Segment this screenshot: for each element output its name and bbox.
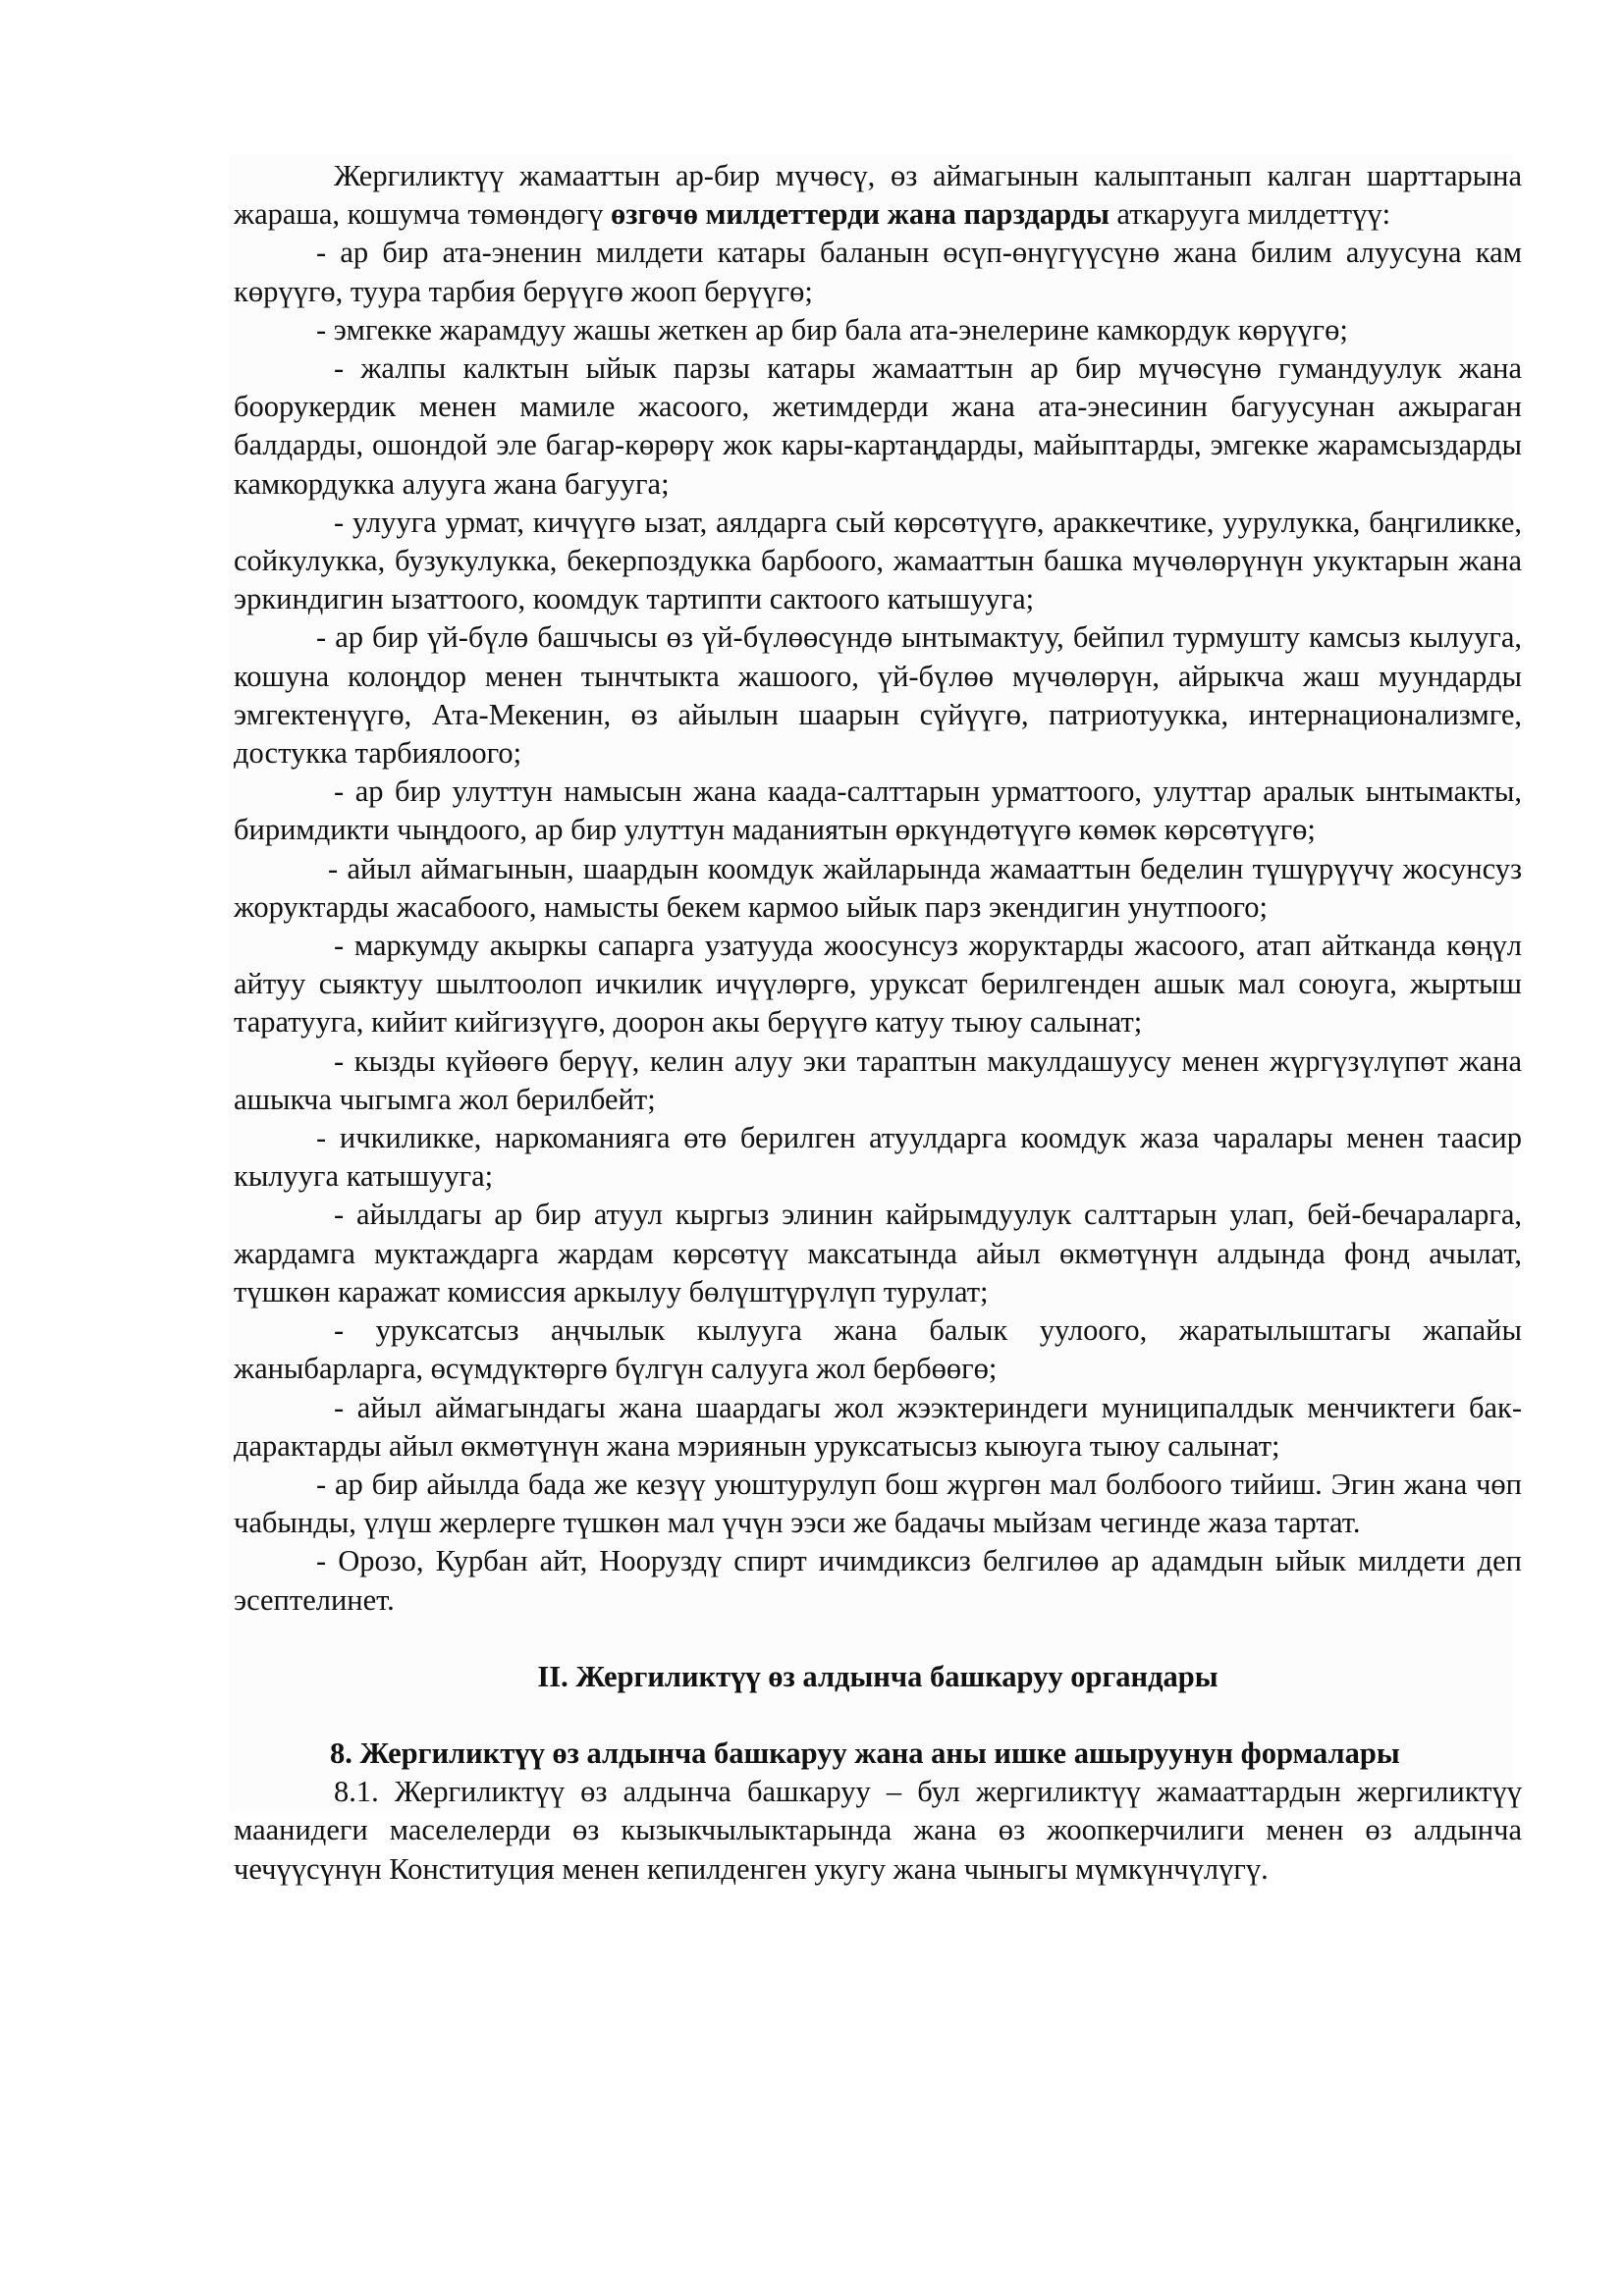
list-item: - айыл аймагынын, шаардын коомдук жайларында жамааттын беделин түшүрүүчү жосунсуз жоруктарды жасабоого, намысты бекем кармоо ыйык парз экендигин унутпоого; bbox=[234, 851, 1522, 924]
list-item: - Орозо, Курбан айт, Нооруздү спирт ичимдиксиз белгилөө ар адамдын ыйык милдети деп эсептелинет. bbox=[234, 1544, 1522, 1617]
intro-text-end: аткарууга милдеттүү: bbox=[1109, 197, 1391, 232]
list-item: - кызды күйөөгө берүү, келин алуу эки тараптын макулдашуусу менен жүргүзүлүпөт жана ашыкча чыгымга жол берилбейт; bbox=[234, 1043, 1522, 1116]
list-item: - айыл аймагындагы жана шаардагы жол жээктериндеги муниципалдык менчиктеги бак-дарактарды айыл өкмөтүнүн жана мэриянын уруксатысыз кыюуга тыюу салынат; bbox=[234, 1390, 1522, 1463]
intro-text: Жергиликтүү жамааттын ар-бир мүчөсү, өз аймагынын калыптанып калган шарттарына жараша, кошумча төмөндөгү bbox=[234, 159, 1522, 232]
list-item: - улууга урмат, кичүүгө ызат, аялдарга сый көрсөтүүгө, араккечтике, уурулукка, баңгиликке, сойкулукка, бузукулукка, бекерпоздукка барбоого, жамааттын башка мүчөлөрүнүн укуктарын жана эркиндигин ызаттоого, коомдук тартипти сактоого катышууга; bbox=[234, 505, 1522, 616]
list-item: - маркумду акыркы сапарга узатууда жоосунсуз жоруктарды жасоого, атап айтканда көңүл айтуу сыяктуу шылтоолоп ичкилик ичүүлөргө, уруксат берилгенден ашык мал союуга, жыртыш таратууга, кийит кийгизүүгө, доорон акы берүүгө катуу тыюу салынат; bbox=[234, 929, 1522, 1040]
list-item: - ичкиликке, наркоманияга өтө берилген атуулдарга коомдук жаза чаралары менен таасир кылууга катышууга; bbox=[234, 1121, 1522, 1194]
document-page bbox=[234, 157, 1522, 1889]
intro-bold-text: өзгөчө милдеттерди жана парздарды bbox=[610, 197, 1110, 232]
article-heading: 8. Жергиликтүү өз алдынча башкаруу жана аны ишке ашыруунун формалары bbox=[330, 1735, 1400, 1770]
list-item: - ар бир улуттун намысын жана каада-салттарын урматтоого, улуттар аралык ынтымакты, биримдикти чыңдоого, ар бир улуттун маданиятын өркүндөтүүгө көмөк көрсөтүүгө; bbox=[234, 774, 1522, 847]
list-item: - уруксатсыз аңчылык кылууга жана балык уулоого, жаратылыштагы жапайы жаныбарларга, өсүмдүктөргө бүлгүн салууга жол бербөөгө; bbox=[234, 1313, 1522, 1386]
list-item: - ар бир үй-бүлө башчысы өз үй-бүлөөсүндө ынтымактуу, бейпил турмушту камсыз кылууга, кошуна колоңдор менен тынчтыкта жашоого, үй-бүлөө мүчөлөрүн, айрыкча жаш муундарды эмгектенүүгө, Ата-Мекенин, өз айылын шаарын сүйүүгө, патриотуукка, интернационализмге, достукка тарбиялоого; bbox=[234, 620, 1522, 771]
section-heading: II. Жергиликтүү өз алдынча башкаруу органдары bbox=[537, 1659, 1218, 1693]
list-item: - жалпы калктын ыйык парзы катары жамааттын ар бир мүчөсүнө гумандуулук жана боорукердик менен мамиле жасоого, жетимдерди жана ата-энесинин багуусунан ажыраган балдарды, ошондой эле багар-көрөрү жок кары-картаңдарды, майыптарды, эмгекке жарамсыздарды камкордукка алууга жана багууга; bbox=[234, 351, 1522, 501]
intro-paragraph bbox=[234, 157, 1522, 234]
list-item: - ар бир айылда бада же кезүү уюштурулуп бош жүргөн мал болбоого тийиш. Эгин жана чөп чабынды, үлүш жерлерге түшкөн мал үчүн ээси же бадачы мыйзам чегинде жаза тартат. bbox=[234, 1467, 1522, 1540]
list-item: - ар бир ата-эненин милдети катары баланын өсүп-өнүгүүсүнө жана билим алуусуна кам көрүүгө, туура тарбия берүүгө жооп берүүгө; bbox=[234, 236, 1522, 308]
article-paragraph: 8.1. Жергиликтүү өз алдынча башкаруу – бул жергиликтүү жамааттардын жергиликтүү маанидеги маселелерди өз кызыкчылыктарында жана өз жоопкерчилиги менен өз алдынча чечүүсүнүн Конституция менен кепилденген укугу жана чыныгы мүмкүнчүлүгү. bbox=[234, 1775, 1522, 1886]
list-item: - эмгекке жарамдуу жашы жеткен ар бир бала ата-энелерине камкордук көрүүгө; bbox=[316, 312, 1348, 347]
list-item: - айылдагы ар бир атуул кыргыз элинин кайрымдуулук салттарын улап, бей-бечараларга, жардамга муктаждарга жардам көрсөтүү максатында айыл өкмөтүнүн алдында фонд ачылат, түшкөн каражат комиссия аркылуу бөлүштүрүлүп турулат; bbox=[234, 1198, 1522, 1308]
